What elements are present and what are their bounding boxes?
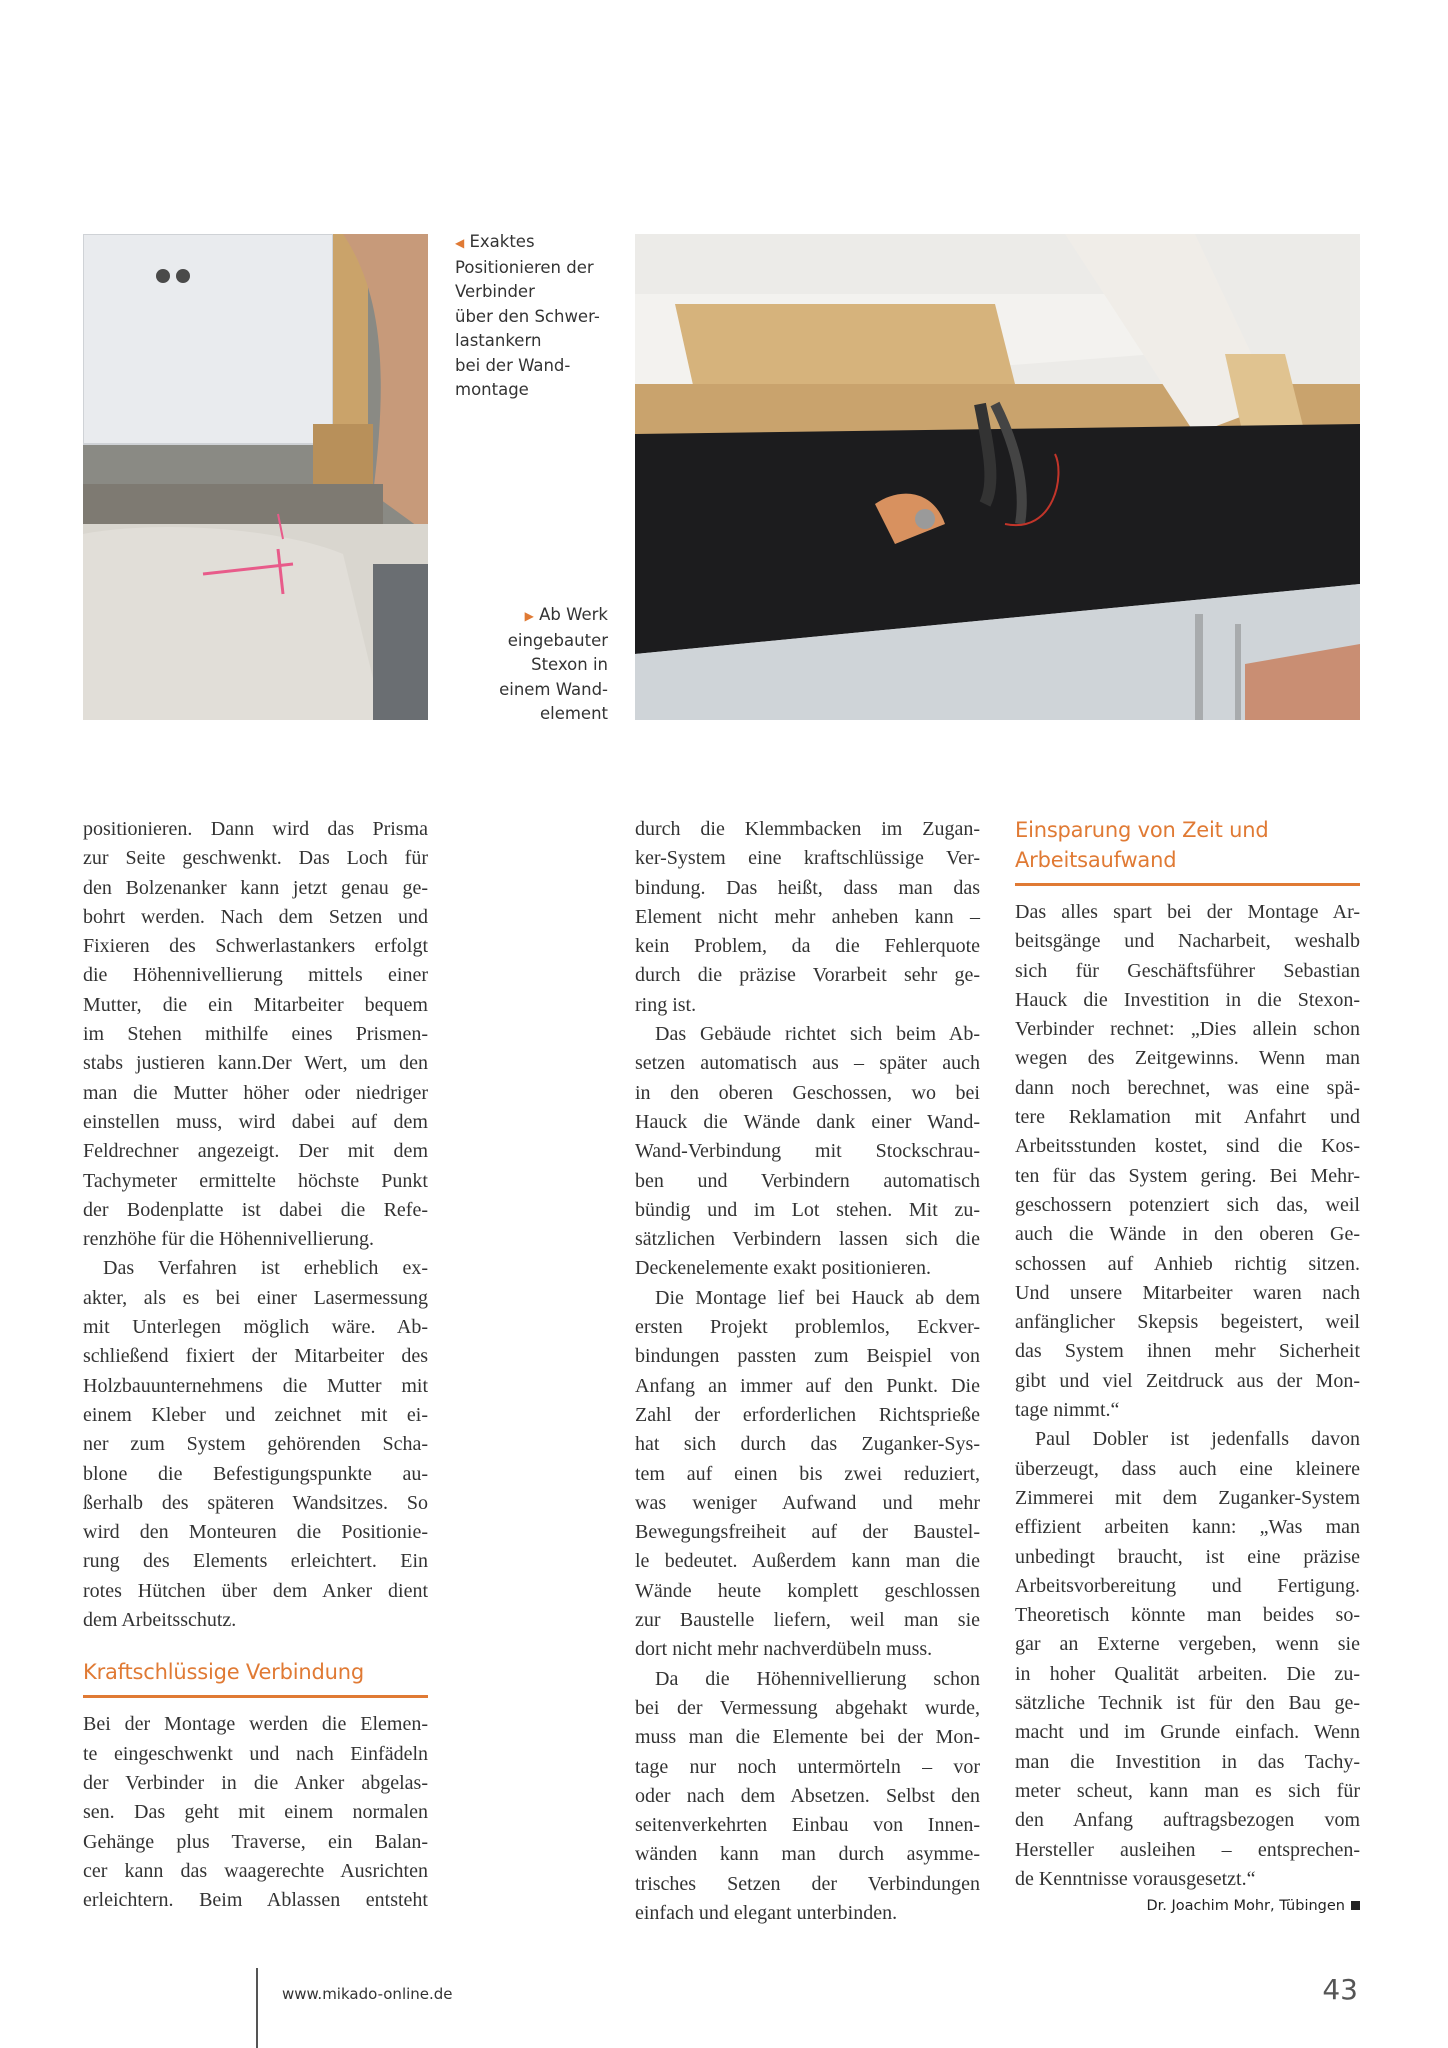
triangle-left-icon: ◀ xyxy=(455,236,465,250)
paragraph: positionieren. Dann wird das Prisma zur Seite geschwenkt. Das Loch für den Bolzenanker kann jetzt genau ge- bohrt werden. Nach dem Setzen und Fixieren des Schwerlastankers erfolgt die Höhennivellierung mittels einer Mutter, die ein Mitarbeiter bequem im Stehen mithilfe eines Prismen- stabs justieren kann.Der Wert, um den man die Mutter höher oder niedriger einstellen muss, wird dabei auf dem Feldrechner angezeigt. Der mit dem Tachymeter ermittelte höchste Punkt der Bodenplatte ist dabei die Refe- renzhöhe für die Höhennivellierung. xyxy=(83,818,428,1251)
paragraph: Das alles spart bei der Montage Ar- beitsgänge und Nacharbeit, weshalb sich für Geschäftsführer Sebastian Hauck die Investition in die Stexon- Verbinder rechnet: „Dies allein schon wegen des Zeitgewinns. Wenn man dann noch berechnet, was eine spä- tere Reklamation mit Anfahrt und Arbeitsstunden kostet, sind die Kos- ten für das System gering. Bei Mehr- geschossern potenziert sich das, weil auch die Wände in den oberen Ge- schossen auf Anhieb richtig sitzen. Und unsere Mitarbeiter waren nach anfänglicher Skepsis begeistert, weil das System ihnen mehr Sicherheit gibt und viel Zeitdruck aus der Mon- tage nimmt.“ xyxy=(1015,901,1360,1422)
article-column-1 xyxy=(83,815,428,1915)
footer-url[interactable]: www.mikado-online.de xyxy=(282,1985,453,2003)
paragraph: Paul Dobler ist jedenfalls davon überzeugt, dass auch eine kleinere Zimmerei mit dem Zuganker-System effizient arbeiten kann: „Was man unbedingt braucht, ist eine präzise Arbeitsvorbereitung und Fertigung. Theoretisch könnte man beides so- gar an Externe vergeben, wenn sie in hoher Qualität arbeiten. Die zu- sätzliche Technik ist für den Bau ge- macht und im Grunde einfach. Wenn man die Investition in das Tachy- meter scheut, kann man es sich für den Anfang auftragsbezogen vom Hersteller ausleihen – entsprechen- de Kenntnisse vorausgesetzt.“ xyxy=(1015,1428,1360,1890)
paragraph: Das Verfahren ist erheblich ex- akter, als es bei einer Lasermessung mit Unterlegen möglich wäre. Ab- schließend fixiert der Mitarbeiter des Holzbauunternehmens die Mutter mit einem Kleber und zeichnet mit ei- ner zum System gehörenden Scha- blone die Befestigungspunkte au- ßerhalb des späteren Wandsitzes. So wird den Monteuren die Positionie- rung des Elements erleichtert. Ein rotes Hütchen über dem Anker dient dem Arbeitsschutz. xyxy=(83,1257,428,1632)
paragraph: Das Gebäude richtet sich beim Ab- setzen automatisch aus – später auch in den oberen Geschossen, wo bei Hauck die Wände dank einer Wand- Wand-Verbindung mit Stockschrau- ben und Verbindern automatisch bündig und im Lot stehen. Mit zu- sätzlichen Verbindern lassen sich die Deckenelemente exakt positionieren. xyxy=(635,1023,980,1280)
author-signature: Dr. Joachim Mohr, Tübingen xyxy=(1015,1894,1360,1918)
paragraph: Die Montage lief bei Hauck ab dem ersten Projekt problemlos, Eckver- bindungen passten zum Beispiel von Anfang an immer auf den Punkt. Die Zahl der erforderlichen Richtsprieße hat sich durch das Zuganker-Sys- tem auf einen bis zwei reduziert, was weniger Aufwand und mehr Bewegungsfreiheit auf der Baustel- le bedeutet. Außerdem kann man die Wände heute komplett geschlossen zur Baustelle liefern, weil man sie dort nicht mehr nachverdübeln muss. xyxy=(635,1286,980,1661)
stexon-connector-photo xyxy=(635,234,1360,720)
heading-rule xyxy=(1015,883,1360,886)
photo-caption-left: ◀ Exaktes Positionieren der Verbinder über den Schwer- lastankern bei der Wand- montage xyxy=(455,232,600,399)
triangle-right-icon: ▶ xyxy=(524,609,534,623)
page-number: 43 xyxy=(1322,1973,1358,2006)
footer-divider xyxy=(256,1968,258,2048)
section-heading: Einsparung von Zeit und Arbeitsaufwand xyxy=(1015,818,1269,872)
photo-caption-right: ▶ Ab Werk eingebauter Stexon in einem Wand- element xyxy=(499,605,608,723)
wall-mounting-photo xyxy=(83,234,428,720)
paragraph: Bei der Montage werden die Elemen- te eingeschwenkt und nach Einfädeln der Verbinder in die Anker abgelas- sen. Das geht mit einem normalen Gehänge plus Traverse, ein Balan- cer kann das waagerechte Ausrichten erleichtern. Beim Ablassen entsteht xyxy=(83,1713,428,1912)
article-column-2 xyxy=(635,815,980,1928)
section-heading: Kraftschlüssige Verbindung xyxy=(83,1660,364,1685)
article-column-3 xyxy=(1015,815,1360,1918)
paragraph: Da die Höhennivellierung schon bei der Vermessung abgehakt wurde, muss man die Elemente bei der Mon- tage nur noch untermörteln – vor oder nach dem Absetzen. Selbst den seitenverkehrten Einbau von Innen- wänden kann man durch asymme- trisches Setzen der Verbindungen einfach und elegant unterbinden. xyxy=(635,1667,980,1924)
heading-rule xyxy=(83,1695,428,1698)
paragraph: durch die Klemmbacken im Zugan- ker-System eine kraftschlüssige Ver- bindung. Das heißt, dass man das Element nicht mehr anheben kann – kein Problem, da die Fehlerquote durch die präzise Vorarbeit sehr ge- ring ist. xyxy=(635,818,980,1016)
end-square-icon xyxy=(1351,1901,1360,1910)
